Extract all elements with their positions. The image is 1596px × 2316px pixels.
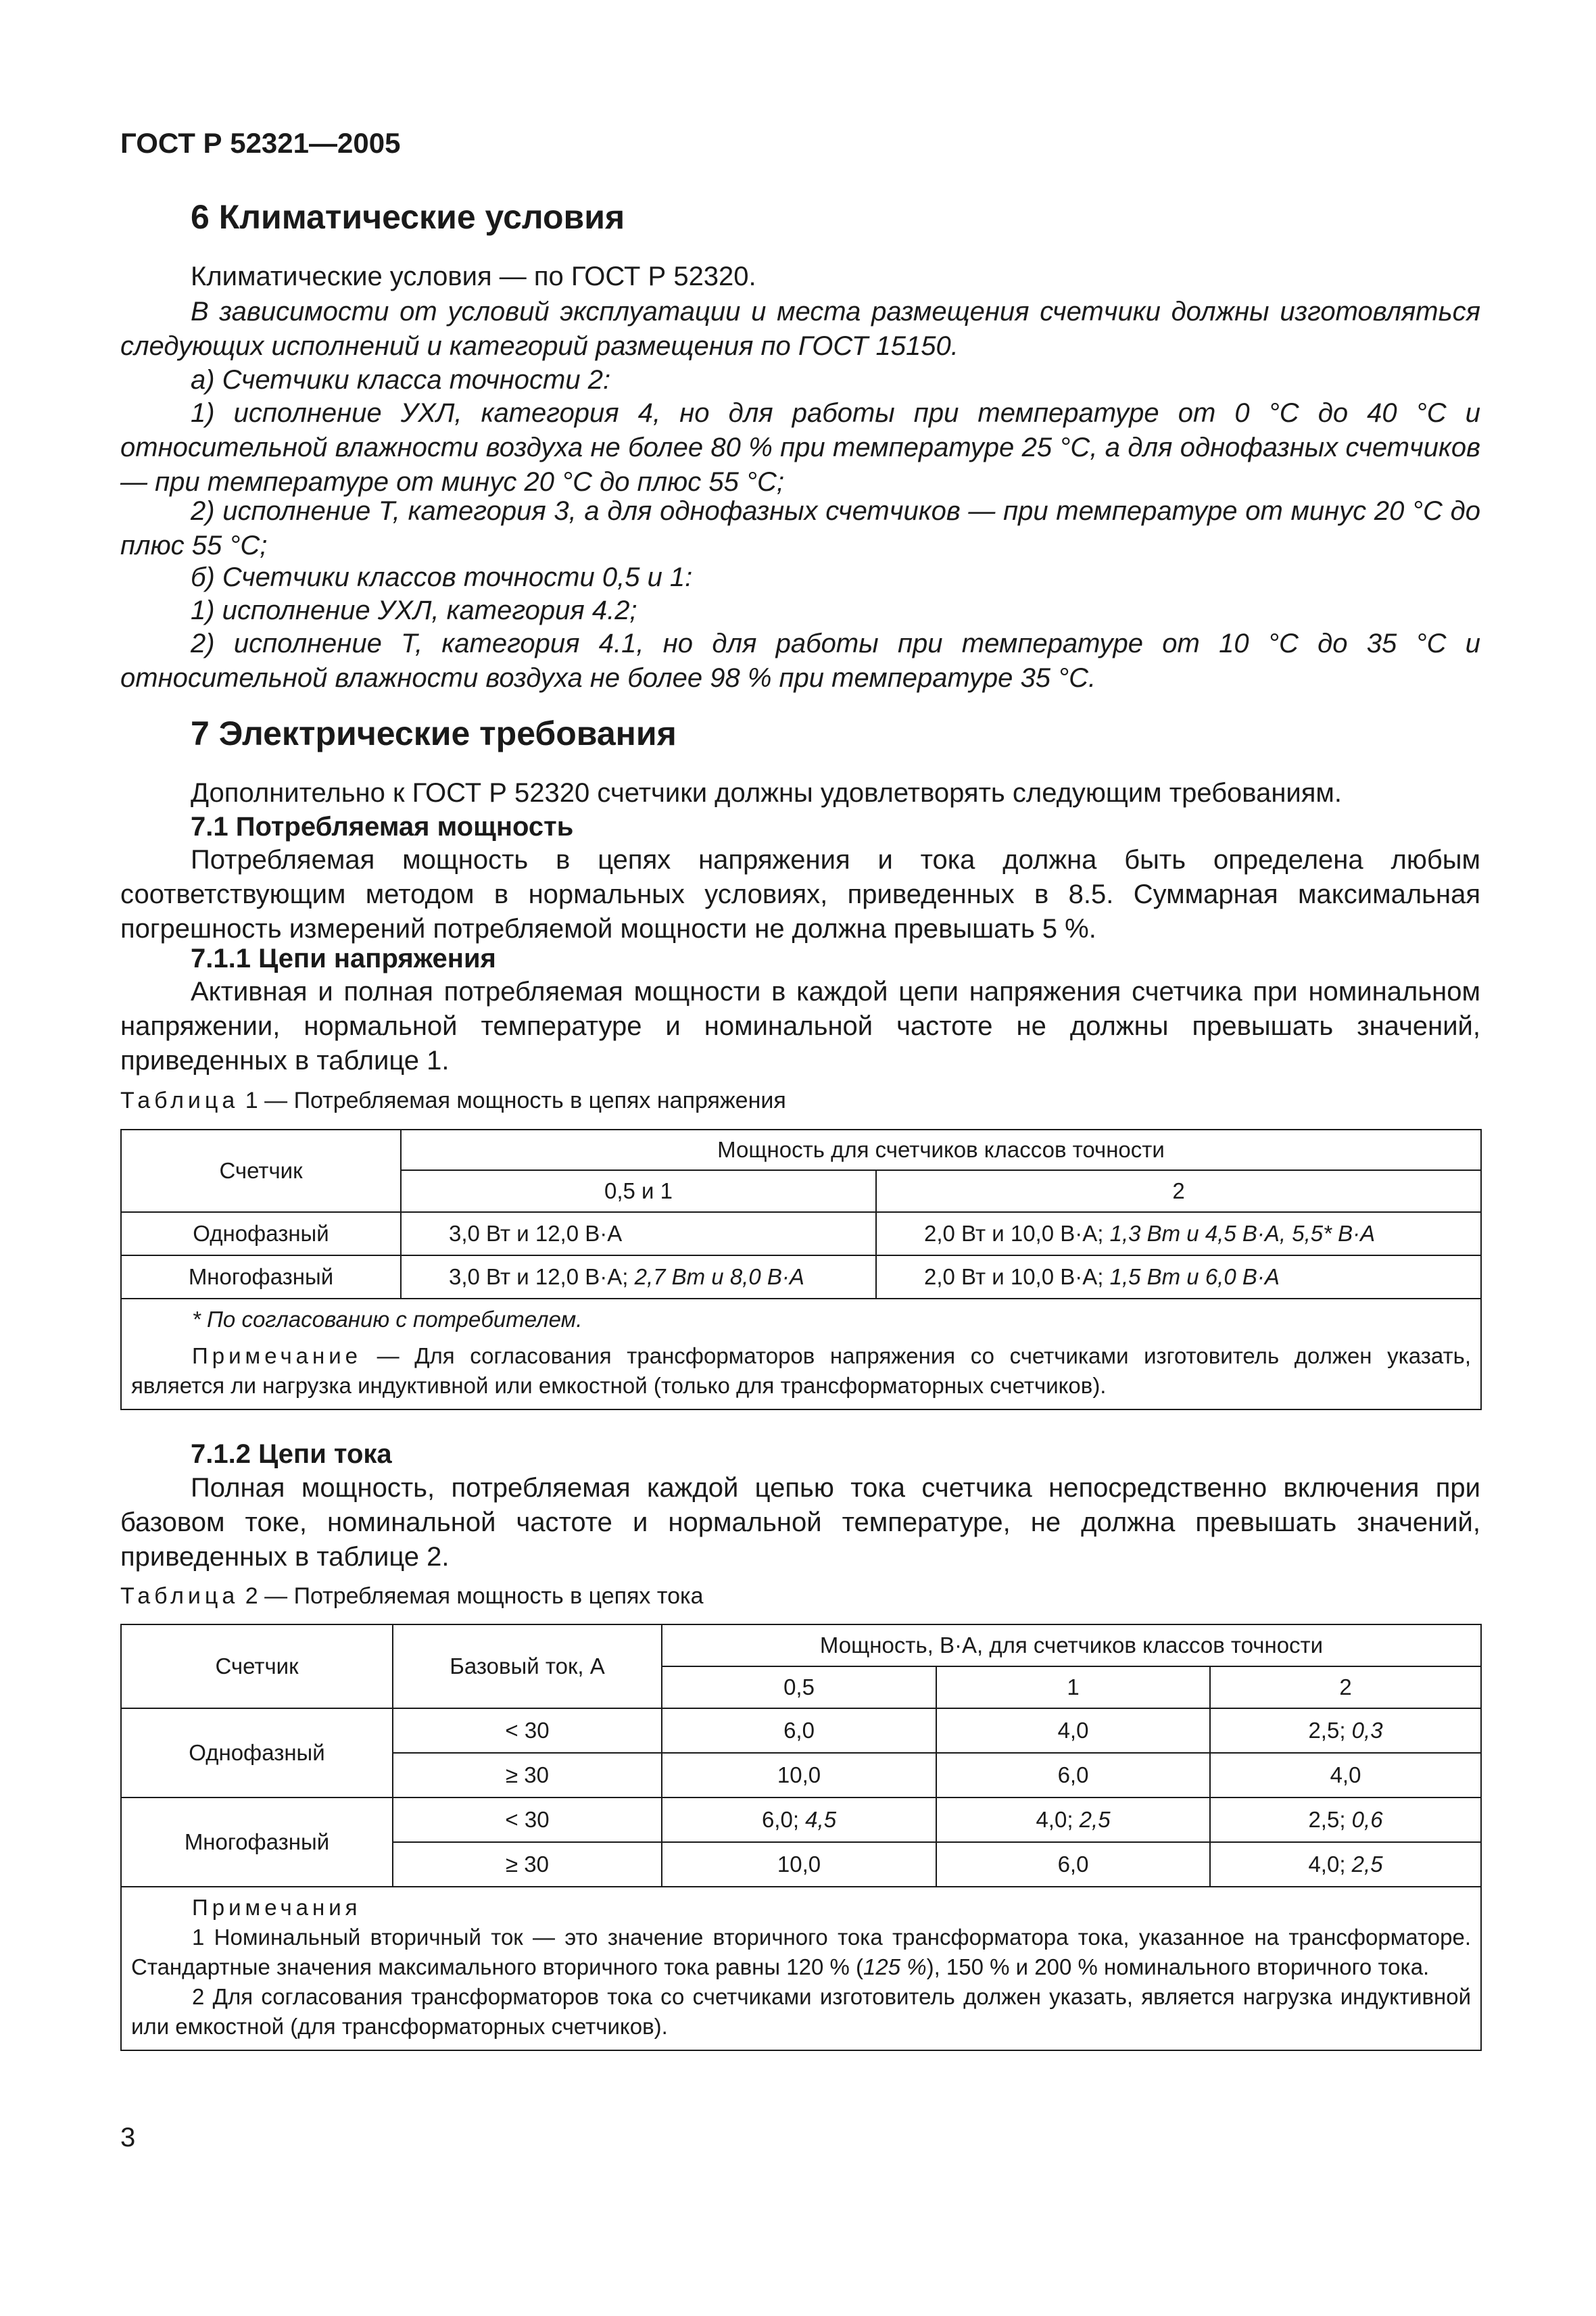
section-6-title: 6 Климатические условия: [191, 198, 625, 236]
table-2-note-1: 1 Номинальный вторичный ток — это значение вторичного тока трансформатора тока, указанное на трансформаторе. Стандартные значения максимального вторичного тока равны 120 % (125 %), 150 % и 200 % номинального вторичного тока.: [131, 1925, 1472, 1979]
table-1-row-single-phase: Однофазный: [121, 1212, 401, 1255]
table-cell: ≥ 30: [393, 1753, 662, 1798]
table-1-header-class-2: 2: [876, 1170, 1481, 1212]
table-1-caption: [120, 1086, 1480, 1115]
subsection-7-1-text: Потребляемая мощность в цепях напряжения и тока должна быть определена любым соответствующим методом в нормальных условиях, приведенных в 8.5. Суммарная максимальная погрешность измерений потребляемой мощности не должна превышать 5 %.: [120, 845, 1480, 944]
table-2-caption-word: Таблица: [120, 1583, 239, 1609]
table-1: [120, 1129, 1482, 1410]
page-number: 3: [120, 2123, 136, 2152]
table-2-header-base-current: Базовый ток, А: [393, 1624, 662, 1708]
table-row: [121, 1255, 1481, 1299]
subsection-7-1-2-text: Полная мощность, потребляемая каждой цепью тока счетчика непосредственно включения при базовом токе, номинальной частоте и нормальной температуре, не должна превышать значений, приведенных в таблице 2.: [120, 1473, 1480, 1572]
table-2-header-class-05: 0,5: [662, 1666, 936, 1708]
table-1-notes-row: [121, 1299, 1481, 1409]
item-a2: 2) исполнение Т, категория 3, а для однофазных счетчиков — при температуре от минус 20 °С до плюс 55 °С;: [120, 496, 1480, 560]
section-7-intro: Дополнительно к ГОСТ Р 52320 счетчики должны удовлетворять следующим требованиям.: [191, 778, 1343, 808]
section-6-intro: Климатические условия — по ГОСТ Р 52320.: [191, 262, 756, 291]
table-2-header-class-1: 1: [936, 1666, 1210, 1708]
table-cell: 4,0; 2,5: [1210, 1842, 1481, 1887]
table-2: [120, 1624, 1482, 2051]
table-cell: 6,0: [936, 1753, 1210, 1798]
table-1-header-meter: Счетчик: [121, 1130, 401, 1212]
table-row: [121, 1798, 1481, 1842]
table-2-note-2: 2 Для согласования трансформаторов тока со счетчиками изготовитель должен указать, является нагрузка индуктивной или емкостной (для трансформаторных счетчиков).: [131, 1984, 1472, 2039]
table-cell: < 30: [393, 1708, 662, 1753]
table-cell: 3,0 Вт и 12,0 В·А; 2,7 Вт и 8,0 В·А: [401, 1255, 876, 1299]
section-6-paragraph: В зависимости от условий эксплуатации и места размещения счетчики должны изготовляться следующих исполнений и категорий размещения по ГОСТ 15150.: [120, 297, 1480, 361]
table-2-notes-row: [121, 1887, 1481, 2050]
table-2-header-power: Мощность, В·А, для счетчиков классов точности: [662, 1624, 1481, 1666]
table-cell: 10,0: [662, 1842, 936, 1887]
table-1-header-class-05-1: 0,5 и 1: [401, 1170, 876, 1212]
table-2-header-class-2: 2: [1210, 1666, 1481, 1708]
table-cell: 6,0: [936, 1842, 1210, 1887]
table-2-group-single-phase: Однофазный: [121, 1708, 393, 1798]
table-cell: 2,5; 0,3: [1210, 1708, 1481, 1753]
table-cell: 4,0; 2,5: [936, 1798, 1210, 1842]
subsection-7-1-2-title: 7.1.2 Цепи тока: [191, 1439, 392, 1469]
table-cell: 6,0; 4,5: [662, 1798, 936, 1842]
table-2-header-meter: Счетчик: [121, 1624, 393, 1708]
item-a1: 1) исполнение УХЛ, категория 4, но для работы при температуре от 0 °С до 40 °С и относительной влажности воздуха не более 80 % при температуре 25 °С, а для однофазных счетчиков — при температуре от минус 20 °С до плюс 55 °С;: [120, 398, 1480, 497]
document-code: ГОСТ Р 52321—2005: [120, 127, 401, 159]
table-1-header-power: Мощность для счетчиков классов точности: [401, 1130, 1481, 1170]
item-a: а) Счетчики класса точности 2:: [191, 365, 611, 395]
table-cell: 6,0: [662, 1708, 936, 1753]
section-7-title: 7 Электрические требования: [191, 715, 677, 752]
table-cell: ≥ 30: [393, 1842, 662, 1887]
table-cell: 2,0 Вт и 10,0 В·А; 1,5 Вт и 6,0 В·А: [876, 1255, 1481, 1299]
table-cell: 10,0: [662, 1753, 936, 1798]
table-1-footnote: * По согласованию с потребителем.: [192, 1307, 583, 1332]
item-b2: 2) исполнение Т, категория 4.1, но для работы при температуре от 10 °С до 35 °С и относительной влажности воздуха не более 98 % при температуре 35 °С.: [120, 629, 1480, 693]
table-1-notes: [121, 1299, 1481, 1409]
table-2-caption: [120, 1581, 1480, 1611]
item-b: б) Счетчики классов точности 0,5 и 1:: [191, 562, 693, 592]
table-row: [121, 1708, 1481, 1753]
item-b1: 1) исполнение УХЛ, категория 4.2;: [191, 596, 637, 625]
table-cell: < 30: [393, 1798, 662, 1842]
subsection-7-1-1-text: Активная и полная потребляемая мощности в каждой цепи напряжения счетчика при номинальном напряжении, нормальной температуре и номинальной частоте не должны превышать значений, приведенных в таблице 1.: [120, 977, 1480, 1076]
table-2-caption-text: 2 — Потребляемая мощность в цепях тока: [245, 1583, 704, 1609]
table-cell: 4,0: [1210, 1753, 1481, 1798]
table-cell: 4,0: [936, 1708, 1210, 1753]
table-1-caption-text: 1 — Потребляемая мощность в цепях напряжения: [245, 1088, 786, 1113]
table-2-group-multi-phase: Многофазный: [121, 1798, 393, 1887]
table-cell: 2,5; 0,6: [1210, 1798, 1481, 1842]
table-cell: 2,0 Вт и 10,0 В·А; 1,3 Вт и 4,5 В·А, 5,5* В·А: [876, 1212, 1481, 1255]
subsection-7-1-title: 7.1 Потребляемая мощность: [191, 812, 574, 842]
table-row: [121, 1212, 1481, 1255]
table-1-caption-word: Таблица: [120, 1088, 239, 1113]
table-1-note: Примечание — Для согласования трансформаторов напряжения со счетчиками изготовитель должен указать, является ли нагрузка индуктивной или емкостной (только для трансформаторных счетчиков).: [131, 1343, 1471, 1398]
subsection-7-1-1-title: 7.1.1 Цепи напряжения: [191, 944, 496, 973]
table-2-notes-title: Примечания: [192, 1895, 362, 1920]
table-2-notes: [121, 1887, 1481, 2050]
table-1-row-multi-phase: Многофазный: [121, 1255, 401, 1299]
table-cell: 3,0 Вт и 12,0 В·А: [401, 1212, 876, 1255]
